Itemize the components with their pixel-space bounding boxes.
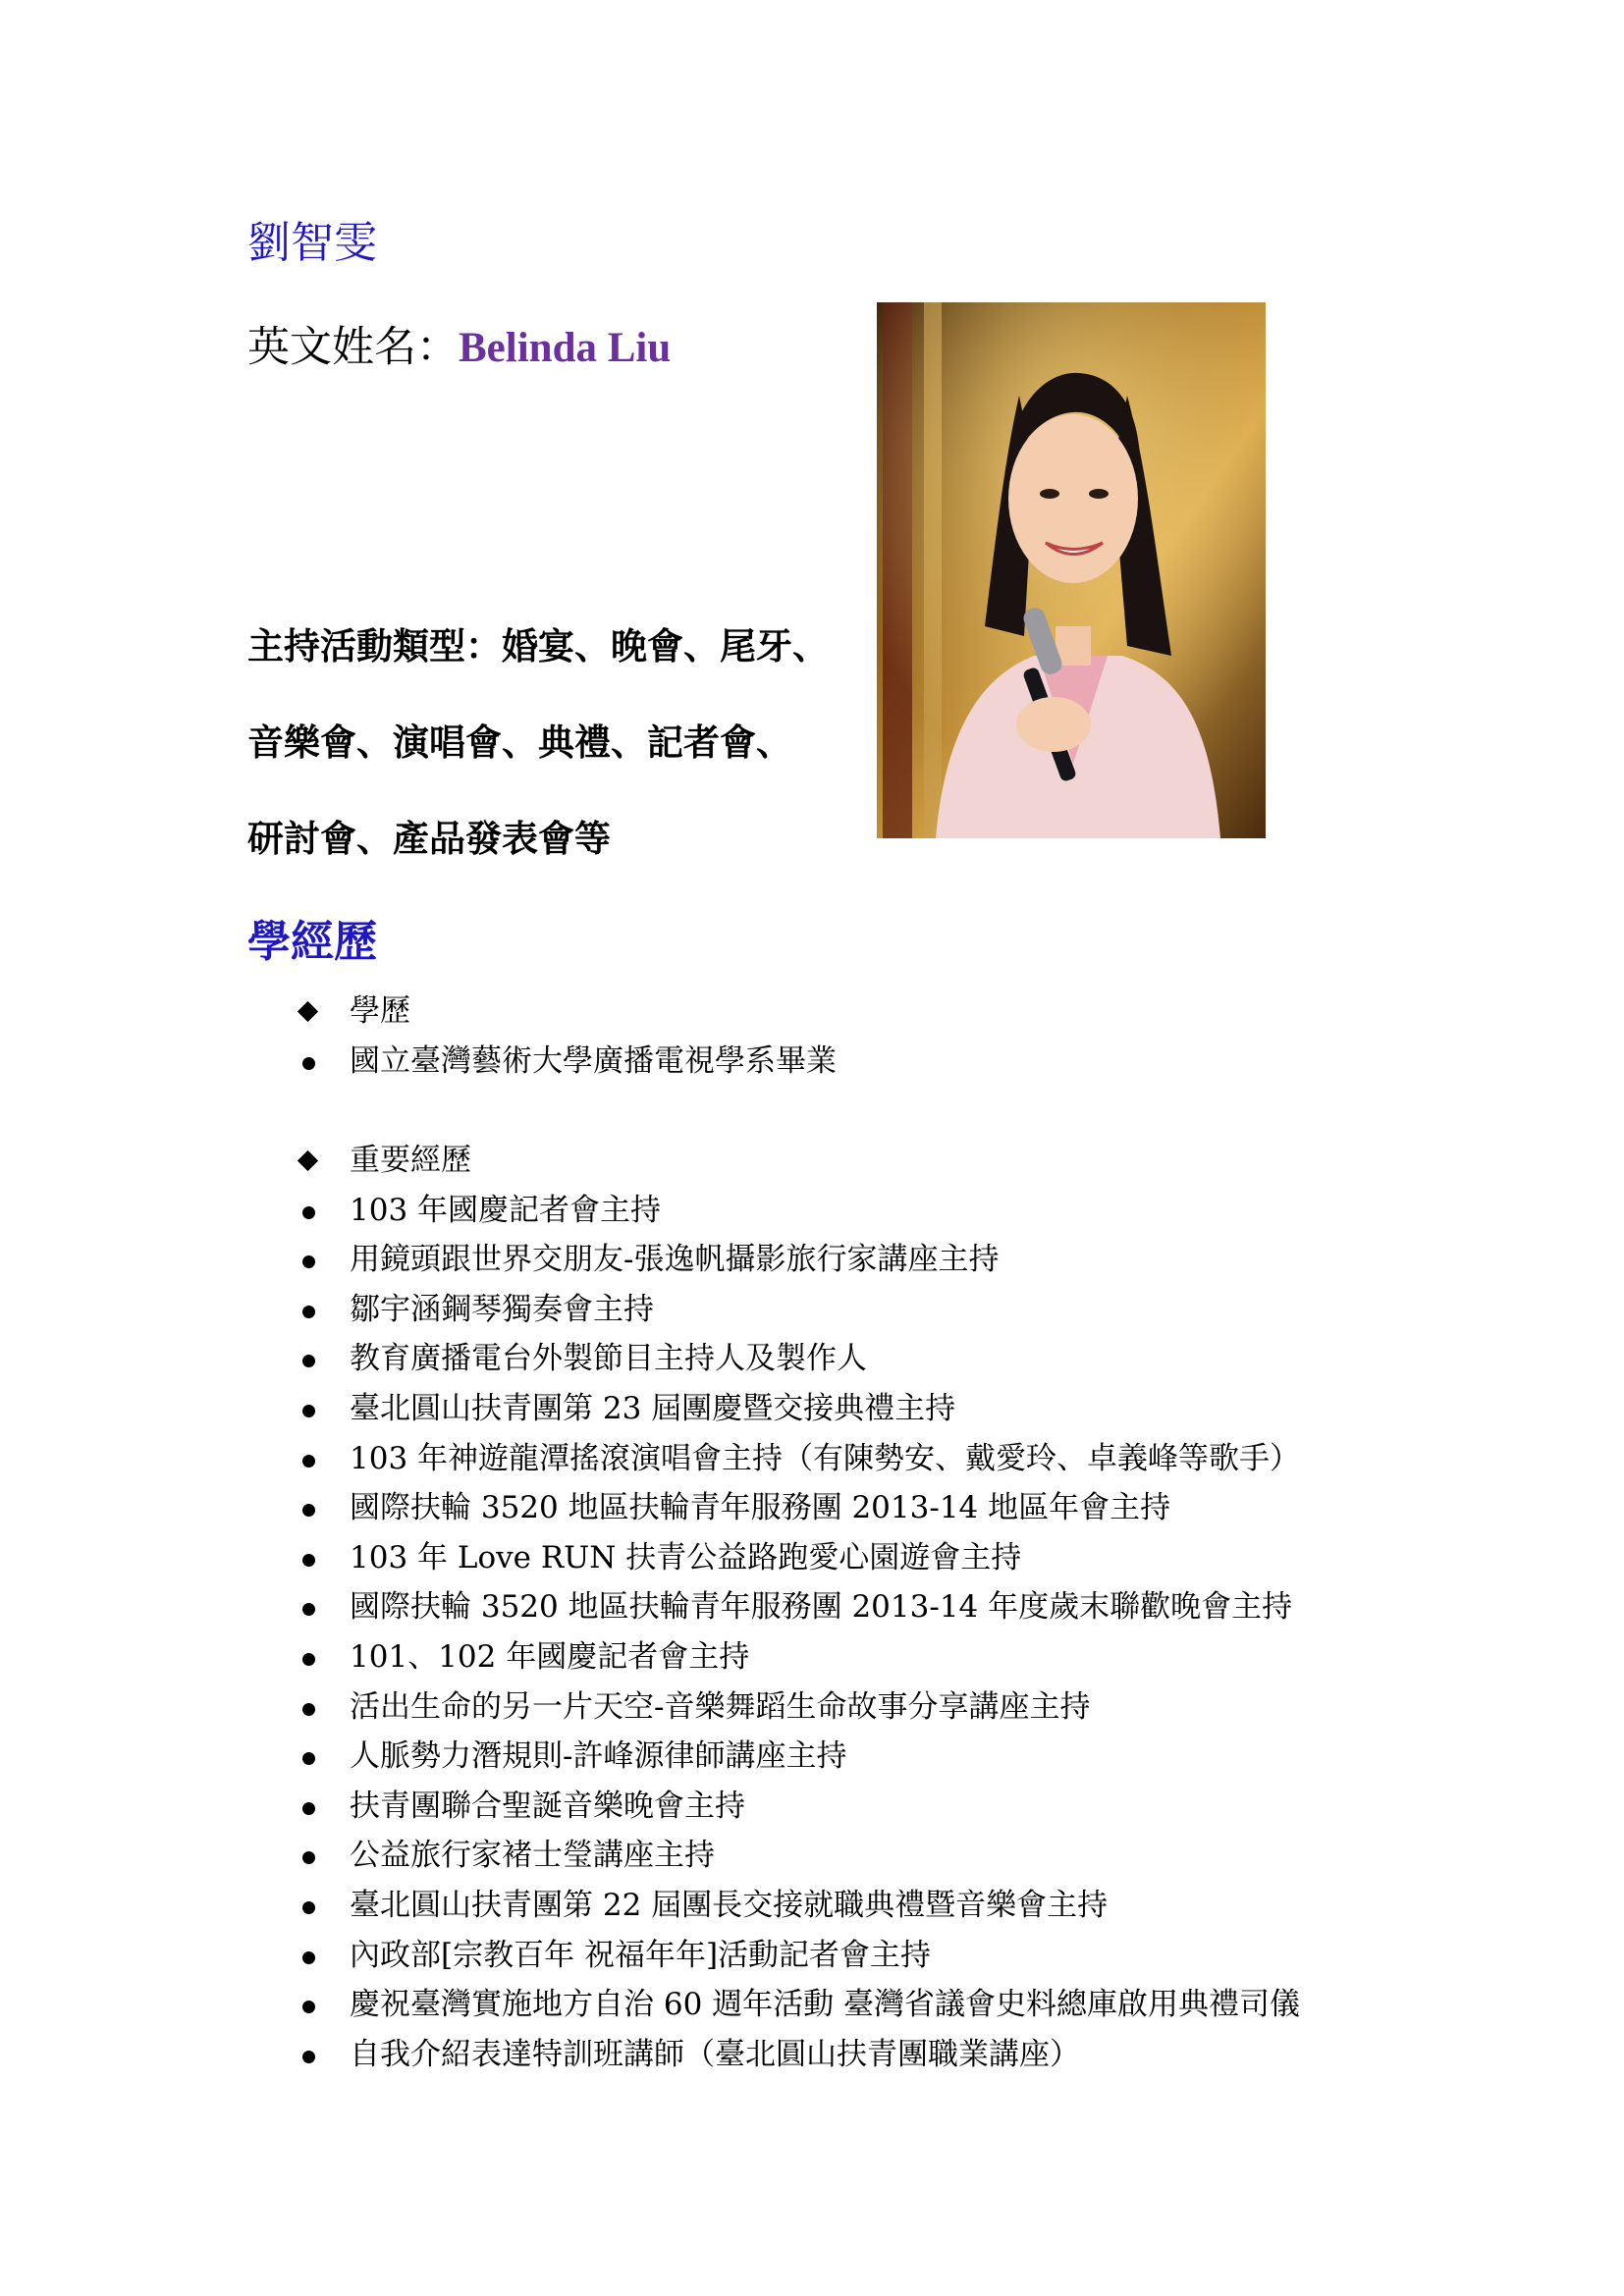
experience-item-text: 慶祝臺灣實施地方自治 60 週年活動 臺灣省議會史料總庫啟用典禮司儀 bbox=[350, 1987, 1301, 2023]
host-types-line-3: 研討會、產品發表會等 bbox=[247, 817, 611, 860]
experience-item-text: 內政部[宗教百年 祝福年年]活動記者會主持 bbox=[350, 1937, 932, 1973]
profile-photo bbox=[877, 302, 1266, 838]
list-item bbox=[295, 1980, 1473, 2030]
experience-item-text: 自我介紹表達特訓班講師（臺北圓山扶青團職業講座） bbox=[350, 2036, 1080, 2072]
bullet-icon bbox=[302, 1703, 315, 1716]
bullet-icon bbox=[302, 1603, 315, 1616]
english-name-value: Belinda Liu bbox=[459, 325, 672, 371]
bullet-icon bbox=[302, 1653, 315, 1666]
list-item bbox=[295, 1483, 1473, 1533]
page-title: 劉智雯 bbox=[247, 218, 377, 268]
experience-item-text: 臺北圓山扶青團第 23 屆團慶暨交接典禮主持 bbox=[350, 1390, 956, 1426]
list-item bbox=[295, 1285, 1473, 1335]
experience-item-text: 103 年國慶記者會主持 bbox=[350, 1192, 662, 1228]
bullet-icon bbox=[302, 1504, 315, 1517]
list-item bbox=[295, 1782, 1473, 1832]
experience-heading-text: 重要經歷 bbox=[350, 1143, 471, 1178]
list-item bbox=[295, 1533, 1473, 1583]
bullet-icon bbox=[302, 1554, 315, 1567]
list-item bbox=[295, 1582, 1473, 1632]
experience-item-text: 國際扶輪 3520 地區扶輪青年服務團 2013-14 地區年會主持 bbox=[350, 1490, 1171, 1526]
bullet-icon bbox=[302, 1901, 315, 1914]
experience-item-text: 扶青團聯合聖誕音樂晚會主持 bbox=[350, 1788, 745, 1824]
list-item bbox=[295, 1037, 1473, 1087]
list-item bbox=[295, 1831, 1473, 1881]
list-item bbox=[295, 1334, 1473, 1384]
bullet-icon bbox=[302, 2051, 315, 2063]
experience-item-text: 活出生命的另一片天空-音樂舞蹈生命故事分享講座主持 bbox=[350, 1688, 1091, 1725]
host-types-line-2: 音樂會、演唱會、典禮、記者會、 bbox=[247, 721, 792, 764]
english-name-line bbox=[247, 316, 671, 380]
bullet-icon bbox=[302, 1405, 315, 1417]
bullet-icon bbox=[302, 1455, 315, 1468]
list-item bbox=[295, 1931, 1473, 1981]
experience-item-text: 103 年神遊龍潭搖滾演唱會主持（有陳勢安、戴愛玲、卓義峰等歌手） bbox=[350, 1440, 1301, 1476]
bullet-icon bbox=[302, 1752, 315, 1765]
experience-item-text: 用鏡頭跟世界交朋友-張逸帆攝影旅行家講座主持 bbox=[350, 1242, 1000, 1278]
experience-item-text: 教育廣播電台外製節目主持人及製作人 bbox=[350, 1341, 867, 1377]
experience-item-text: 公益旅行家褚士瑩講座主持 bbox=[350, 1838, 715, 1874]
experience-list bbox=[295, 1136, 1473, 2079]
experience-item-text: 103 年 Love RUN 扶青公益路跑愛心園遊會主持 bbox=[350, 1539, 1022, 1575]
diamond-bullet-icon bbox=[298, 1001, 318, 1022]
bullet-icon bbox=[302, 2001, 315, 2013]
list-item bbox=[295, 1235, 1473, 1285]
education-heading bbox=[295, 987, 1473, 1037]
experience-item-text: 人脈勢力潛規則-許峰源律師講座主持 bbox=[350, 1738, 847, 1775]
bullet-icon bbox=[302, 1206, 315, 1219]
experience-item-text: 101、102 年國慶記者會主持 bbox=[350, 1638, 750, 1675]
education-list bbox=[295, 987, 1473, 1086]
experience-item-text: 臺北圓山扶青團第 22 屆團長交接就職典禮暨音樂會主持 bbox=[350, 1887, 1109, 1923]
experience-item-text: 國際扶輪 3520 地區扶輪青年服務團 2013-14 年度歲末聯歡晚會主持 bbox=[350, 1589, 1293, 1626]
education-item-text: 國立臺灣藝術大學廣播電視學系畢業 bbox=[350, 1042, 837, 1079]
experience-heading bbox=[295, 1136, 1473, 1186]
bullet-icon bbox=[302, 1851, 315, 1864]
section-title-education-experience: 學經歷 bbox=[247, 917, 377, 967]
list-item bbox=[295, 1881, 1473, 1931]
list-item bbox=[295, 1732, 1473, 1782]
host-types-line-1: 主持活動類型：婚宴、晚會、尾牙、 bbox=[247, 624, 829, 667]
list-item bbox=[295, 1186, 1473, 1236]
bullet-icon bbox=[302, 1255, 315, 1268]
list-item bbox=[295, 2030, 1473, 2080]
bullet-icon bbox=[302, 1355, 315, 1367]
list-item bbox=[295, 1682, 1473, 1733]
list-item bbox=[295, 1384, 1473, 1434]
bullet-icon bbox=[302, 1802, 315, 1815]
bullet-icon bbox=[302, 1951, 315, 1964]
bullet-icon bbox=[302, 1306, 315, 1318]
english-name-label: 英文姓名： bbox=[247, 323, 459, 372]
bullet-icon bbox=[302, 1057, 315, 1070]
list-item bbox=[295, 1632, 1473, 1682]
diamond-bullet-icon bbox=[298, 1150, 318, 1171]
experience-item-text: 鄒宇涵鋼琴獨奏會主持 bbox=[350, 1291, 654, 1327]
education-heading-text: 學歷 bbox=[350, 993, 410, 1029]
list-item bbox=[295, 1434, 1473, 1484]
